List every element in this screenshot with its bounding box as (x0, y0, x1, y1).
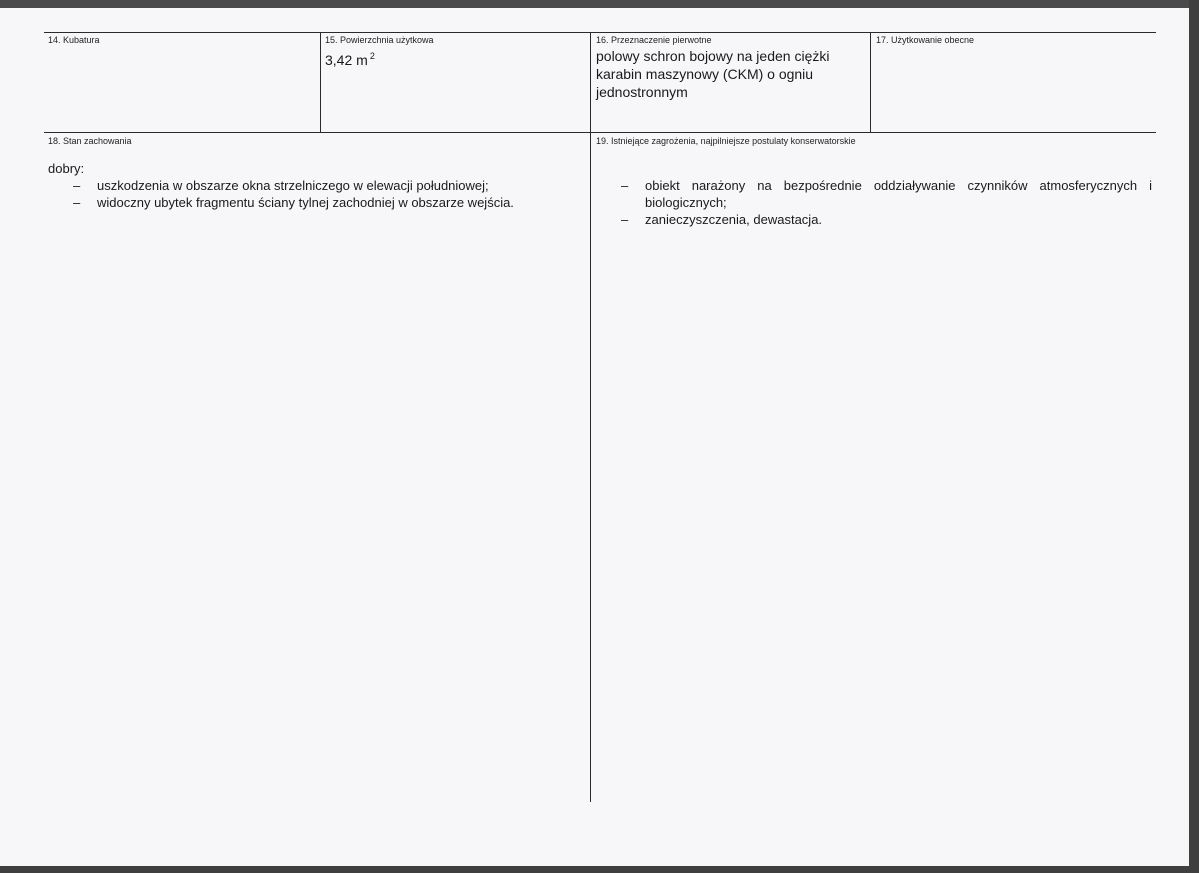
field-label-kubatura: 14. Kubatura (48, 35, 100, 45)
divider-14-15 (320, 32, 321, 133)
stan-zachowania-content (48, 160, 578, 211)
list-item (48, 177, 578, 194)
field-label-powierzchnia: 15. Powierzchnia użytkowa (325, 35, 434, 45)
list-dash: – (73, 195, 81, 210)
list-item-text: widoczny ubytek fragmentu ściany tylnej zachodniej w obszarze wejścia. (97, 195, 514, 210)
zagrozenia-list (596, 177, 1152, 228)
field-label-uzytkowanie: 17. Użytkowanie obecne (876, 35, 975, 45)
powierzchnia-number: 3,42 m (325, 52, 368, 68)
zagrozenia-content (596, 177, 1152, 228)
list-dash: – (621, 212, 629, 227)
list-dash: – (621, 178, 629, 193)
divider-main (590, 32, 591, 802)
form-page (0, 8, 1189, 866)
section-label-zagrozenia: 19. Istniejące zagrożenia, najpilniejsze postulaty konserwatorskie (596, 136, 856, 146)
list-item-text: uszkodzenia w obszarze okna strzelniczego w elewacji południowej; (97, 178, 489, 193)
list-dash: – (73, 178, 81, 193)
list-item (596, 211, 1152, 228)
field-value-przeznaczenie: polowy schron bojowy na jeden ciężki karabin maszynowy (CKM) o ogniu jednostronnym (596, 48, 830, 100)
list-item-text: obiekt narażony na bezpośrednie oddziaływanie czynników atmosferycznych i biologicznych; (645, 178, 1152, 210)
list-item (596, 177, 1152, 211)
section-label-stan-zachowania: 18. Stan zachowania (48, 136, 132, 146)
scan-border-bottom (0, 866, 1199, 873)
list-item (48, 194, 578, 211)
top-rule (44, 32, 1156, 33)
list-item-text: zanieczyszczenia, dewastacja. (645, 212, 823, 227)
middle-rule (44, 132, 1156, 133)
field-label-przeznaczenie: 16. Przeznaczenie pierwotne (596, 35, 712, 45)
scan-border-right (1189, 0, 1199, 873)
scan-border-top (0, 0, 1199, 8)
field-value-powierzchnia (325, 47, 375, 69)
stan-zachowania-list (48, 177, 578, 211)
powierzchnia-unit-exponent: 2 (369, 51, 375, 61)
stan-zachowania-intro: dobry: (48, 161, 85, 176)
divider-16-17 (870, 32, 871, 133)
